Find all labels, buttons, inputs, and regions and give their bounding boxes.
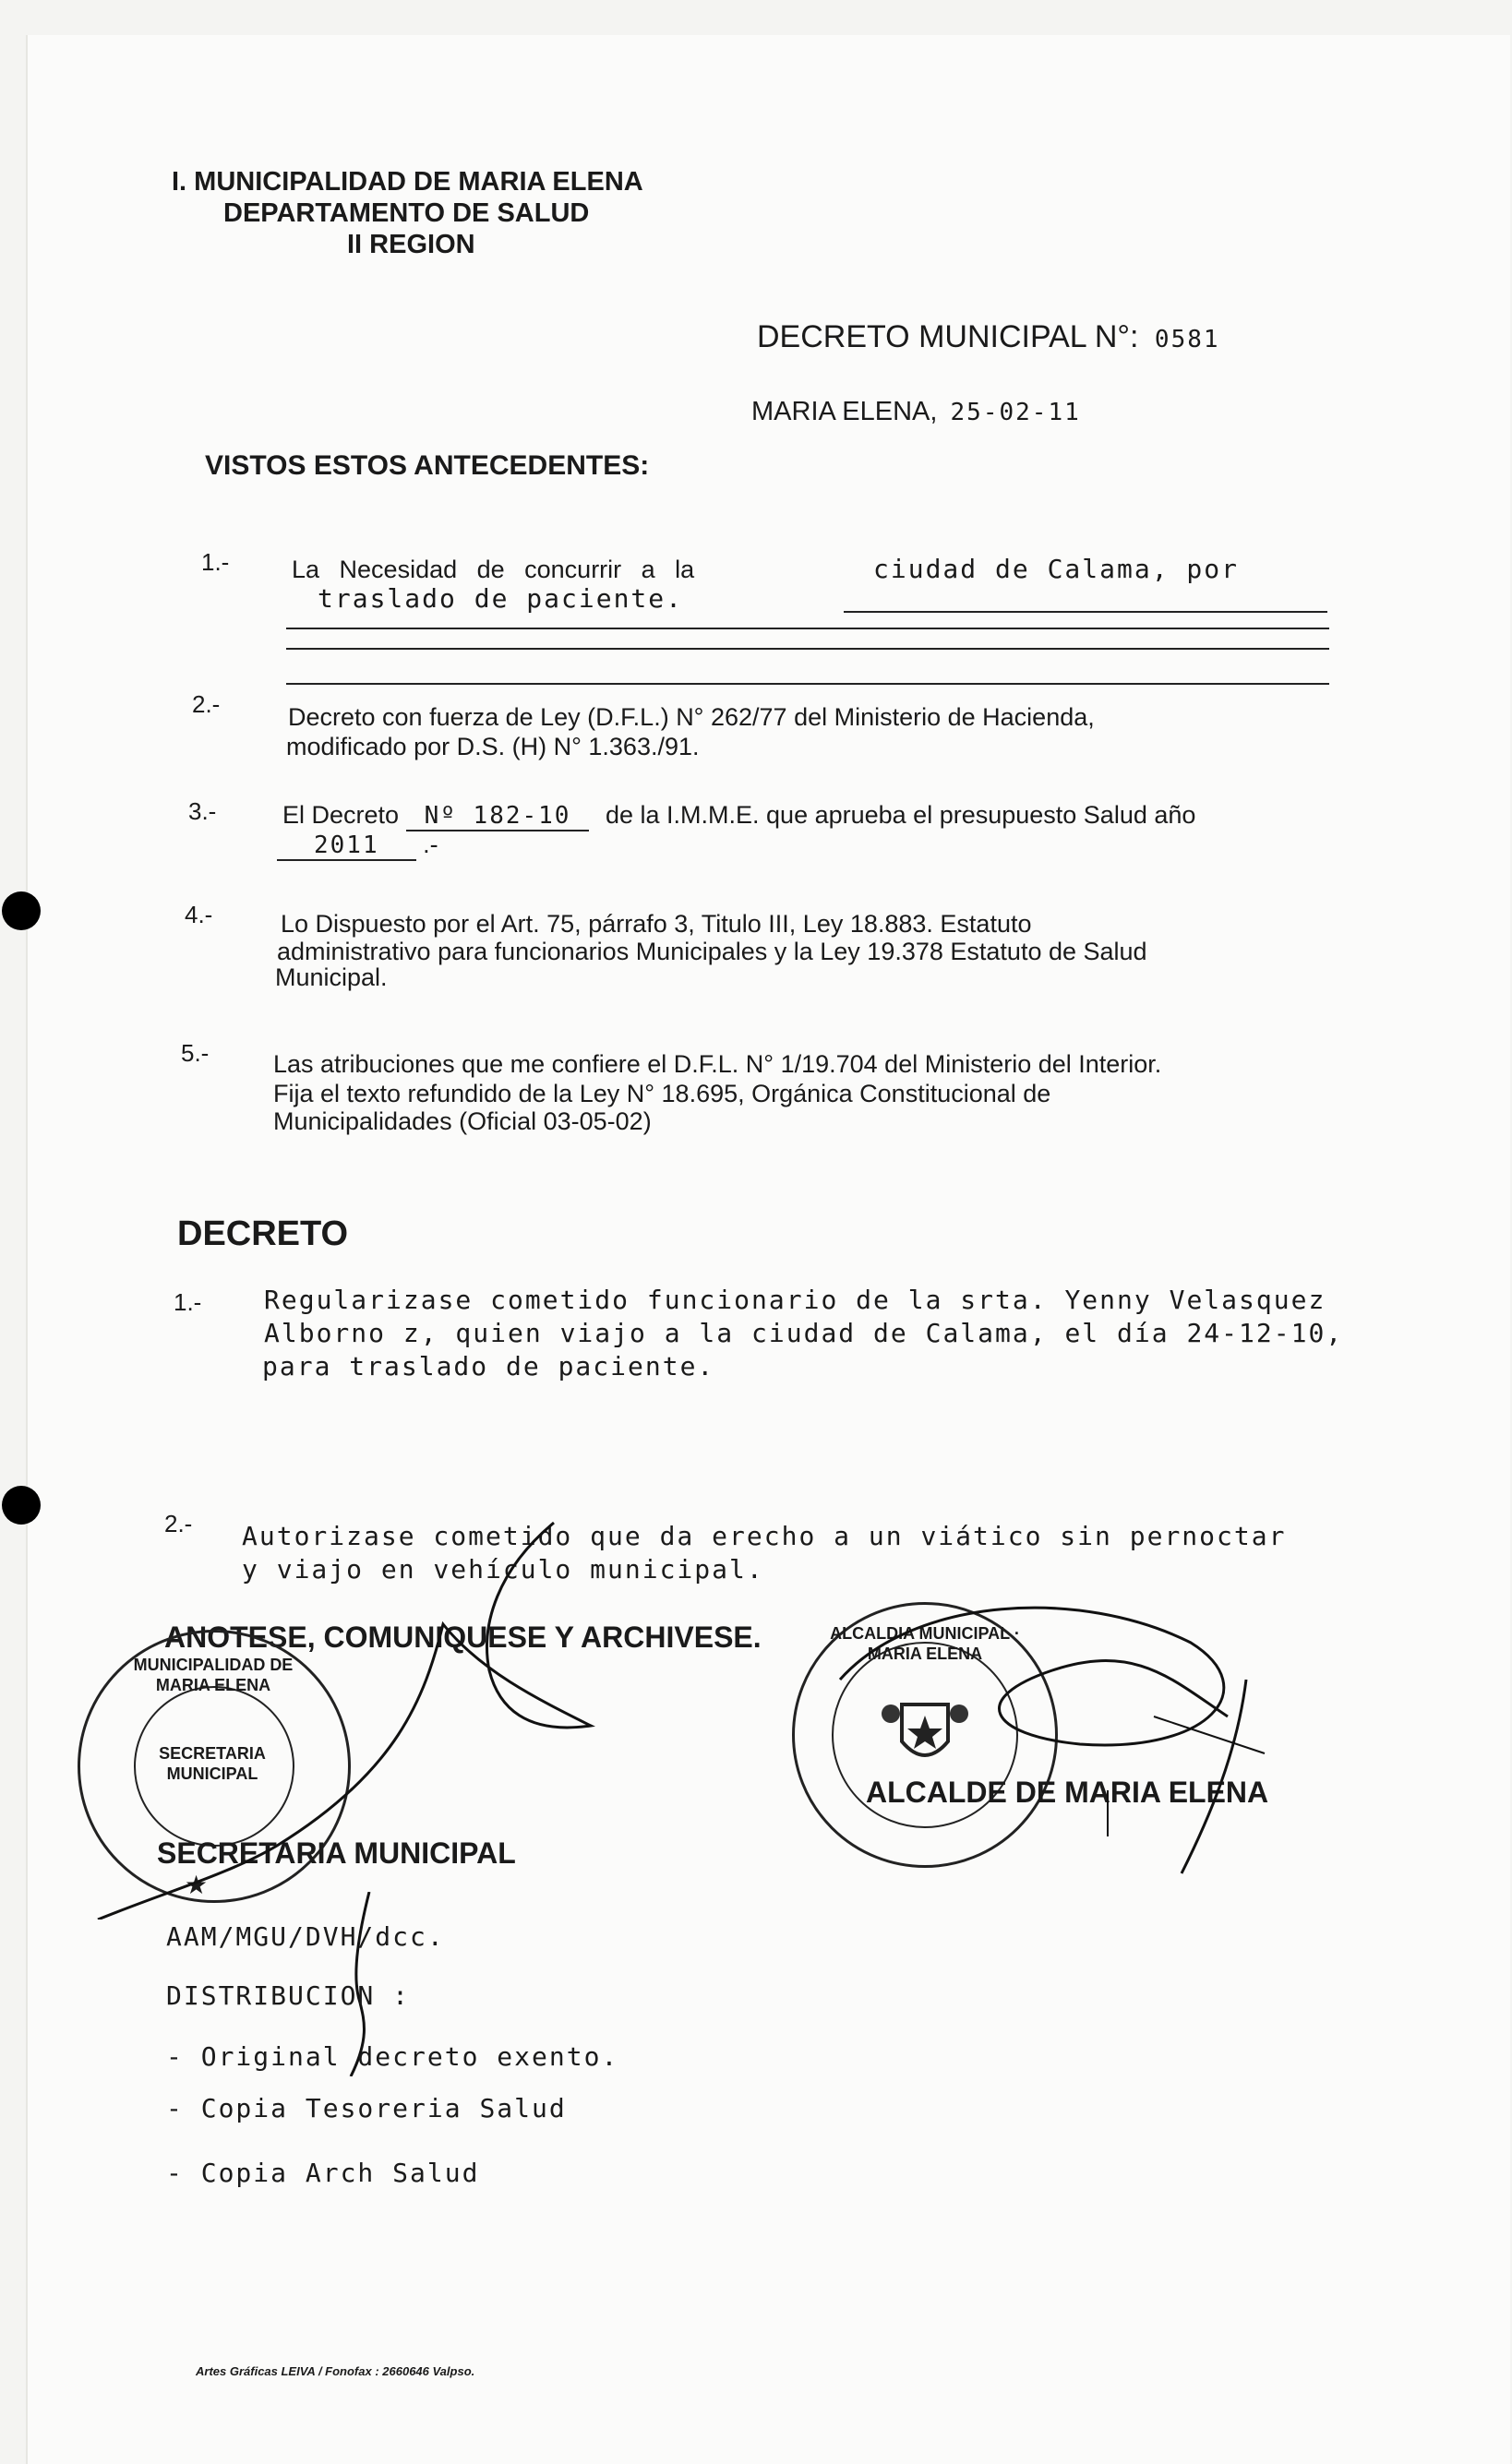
antecedente-1-typed-1: ciudad de Calama, por — [873, 554, 1240, 584]
alcaldia-stamp-ring-text: ALCALDIA MUNICIPAL · MARIA ELENA — [830, 1624, 1020, 1663]
resolution-1-line-2: Alborno z, quien viajo a la ciudad de Calama, el día 24-12-10, — [264, 1318, 1344, 1348]
antecedente-1-rule-3 — [286, 648, 1329, 650]
antecedente-1-number: 1.- — [201, 548, 230, 576]
distribucion-item-3 — [166, 2158, 479, 2188]
vistos-title: VISTOS ESTOS ANTECEDENTES: — [205, 450, 650, 481]
antecedente-1-rule-2 — [286, 628, 1329, 629]
resolution-2-number: 2.- — [164, 1510, 193, 1537]
antecedente-2-number: 2.- — [192, 690, 221, 718]
punch-hole-bottom — [2, 1486, 41, 1525]
signature-alcalde — [803, 1569, 1283, 1883]
distribucion-item-3-text: Copia Arch Salud — [200, 2158, 480, 2188]
resolution-2-line-2: y viajo en vehículo municipal. — [242, 1554, 764, 1585]
antecedente-4-number: 4.- — [185, 901, 213, 928]
antecedente-1-text: La Necesidad de concurrir a la — [292, 556, 695, 583]
resolution-2-line-1: Autorizase cometido que da erecho a un viático sin pernoctar — [242, 1521, 1287, 1551]
bullet-dash: - — [166, 2041, 201, 2072]
resolution-1-number: 1.- — [174, 1288, 202, 1316]
antecedente-3-year: 2011 — [277, 831, 416, 861]
bullet-dash: - — [166, 2158, 201, 2188]
header-line-2: DEPARTAMENTO DE SALUD — [223, 198, 590, 228]
antecedente-1-typed-2: traslado de paciente. — [318, 583, 684, 614]
decree-date: 25-02-11 — [950, 399, 1081, 426]
antecedente-5-line-3: Municipalidades (Oficial 03-05-02) — [273, 1107, 652, 1135]
secretaria-label: SECRETARIA MUNICIPAL — [157, 1836, 516, 1870]
antecedente-4-line-3: Municipal. — [275, 963, 388, 991]
printer-footer: Artes Gráficas LEIVA / Fonofax : 2660646 Valpso. — [196, 2364, 475, 2378]
antecedente-3-number: 3.- — [188, 797, 217, 825]
antecedente-3-suffix: .- — [423, 831, 438, 858]
antecedente-1-rule-4 — [286, 683, 1329, 685]
antecedente-5-number: 5.- — [181, 1039, 210, 1067]
antecedente-3-prefix: El Decreto — [282, 801, 400, 829]
decree-number-row — [757, 319, 1220, 355]
resolution-1-line-3: para traslado de paciente. — [262, 1351, 715, 1382]
antecedente-5-line-1: Las atribuciones que me confiere el D.F.L. N° 1/19.704 del Ministerio del Interior. — [273, 1050, 1162, 1078]
antecedente-2-line-1: Decreto con fuerza de Ley (D.F.L.) N° 262/77 del Ministerio de Hacienda, — [288, 703, 1095, 731]
distribucion-item-2-text: Copia Tesoreria Salud — [200, 2093, 567, 2123]
decree-number: 0581 — [1154, 326, 1220, 353]
secretaria-stamp-ring-text: MUNICIPALIDAD DE MARIA ELENA — [133, 1656, 294, 1694]
antecedente-1-rule-1 — [844, 611, 1327, 613]
decreto-title: DECRETO — [177, 1214, 349, 1253]
bullet-dash: - — [166, 2093, 201, 2123]
antecedente-5-line-2: Fija el texto refundido de la Ley N° 18.695, Orgánica Constitucional de — [273, 1080, 1051, 1107]
antecedente-2-line-2: modificado por D.S. (H) N° 1.363./91. — [286, 733, 700, 760]
resolution-1-line-1: Regularizase cometido funcionario de la srta. Yenny Velasquez — [264, 1285, 1326, 1315]
header-line-1: I. MUNICIPALIDAD DE MARIA ELENA — [172, 167, 643, 197]
initials: AAM/MGU/DVH/dcc. — [166, 1921, 445, 1952]
anotese-line: ANOTESE, COMUNIQUESE Y ARCHIVESE. — [164, 1621, 762, 1654]
signature-secretaria — [92, 1513, 609, 1920]
alcalde-label: ALCALDE DE MARIA ELENA — [866, 1776, 1269, 1809]
distribucion-item-2 — [166, 2093, 567, 2123]
punch-hole-top — [2, 891, 41, 930]
antecedente-4-line-2: administrativo para funcionarios Municipales y la Ley 19.378 Estatuto de Salud — [277, 938, 1147, 965]
distribucion-item-1-text: Original decreto exento. — [200, 2041, 619, 2072]
secretaria-stamp-center-text: SECRETARIA MUNICIPAL — [159, 1744, 266, 1783]
antecedente-4-line-1: Lo Dispuesto por el Art. 75, párrafo 3, Titulo III, Ley 18.883. Estatuto — [281, 910, 1032, 938]
place-label: MARIA ELENA, — [751, 397, 938, 426]
antecedente-3-decree-number: Nº 182-10 — [406, 802, 590, 831]
decree-label: DECRETO MUNICIPAL N°: — [757, 319, 1139, 354]
antecedente-3-line-2 — [277, 831, 438, 861]
antecedente-3-line-1 — [282, 801, 1195, 831]
decree-date-row — [751, 397, 1081, 427]
distribucion-item-1 — [166, 2041, 618, 2072]
antecedente-3-mid: de la I.M.M.E. que aprueba el presupuesto Salud año — [605, 801, 1196, 829]
distribucion-title: DISTRIBUCION : — [166, 1980, 411, 2011]
header-line-3: II REGION — [347, 230, 475, 259]
star-icon: ★ — [185, 1871, 209, 1899]
